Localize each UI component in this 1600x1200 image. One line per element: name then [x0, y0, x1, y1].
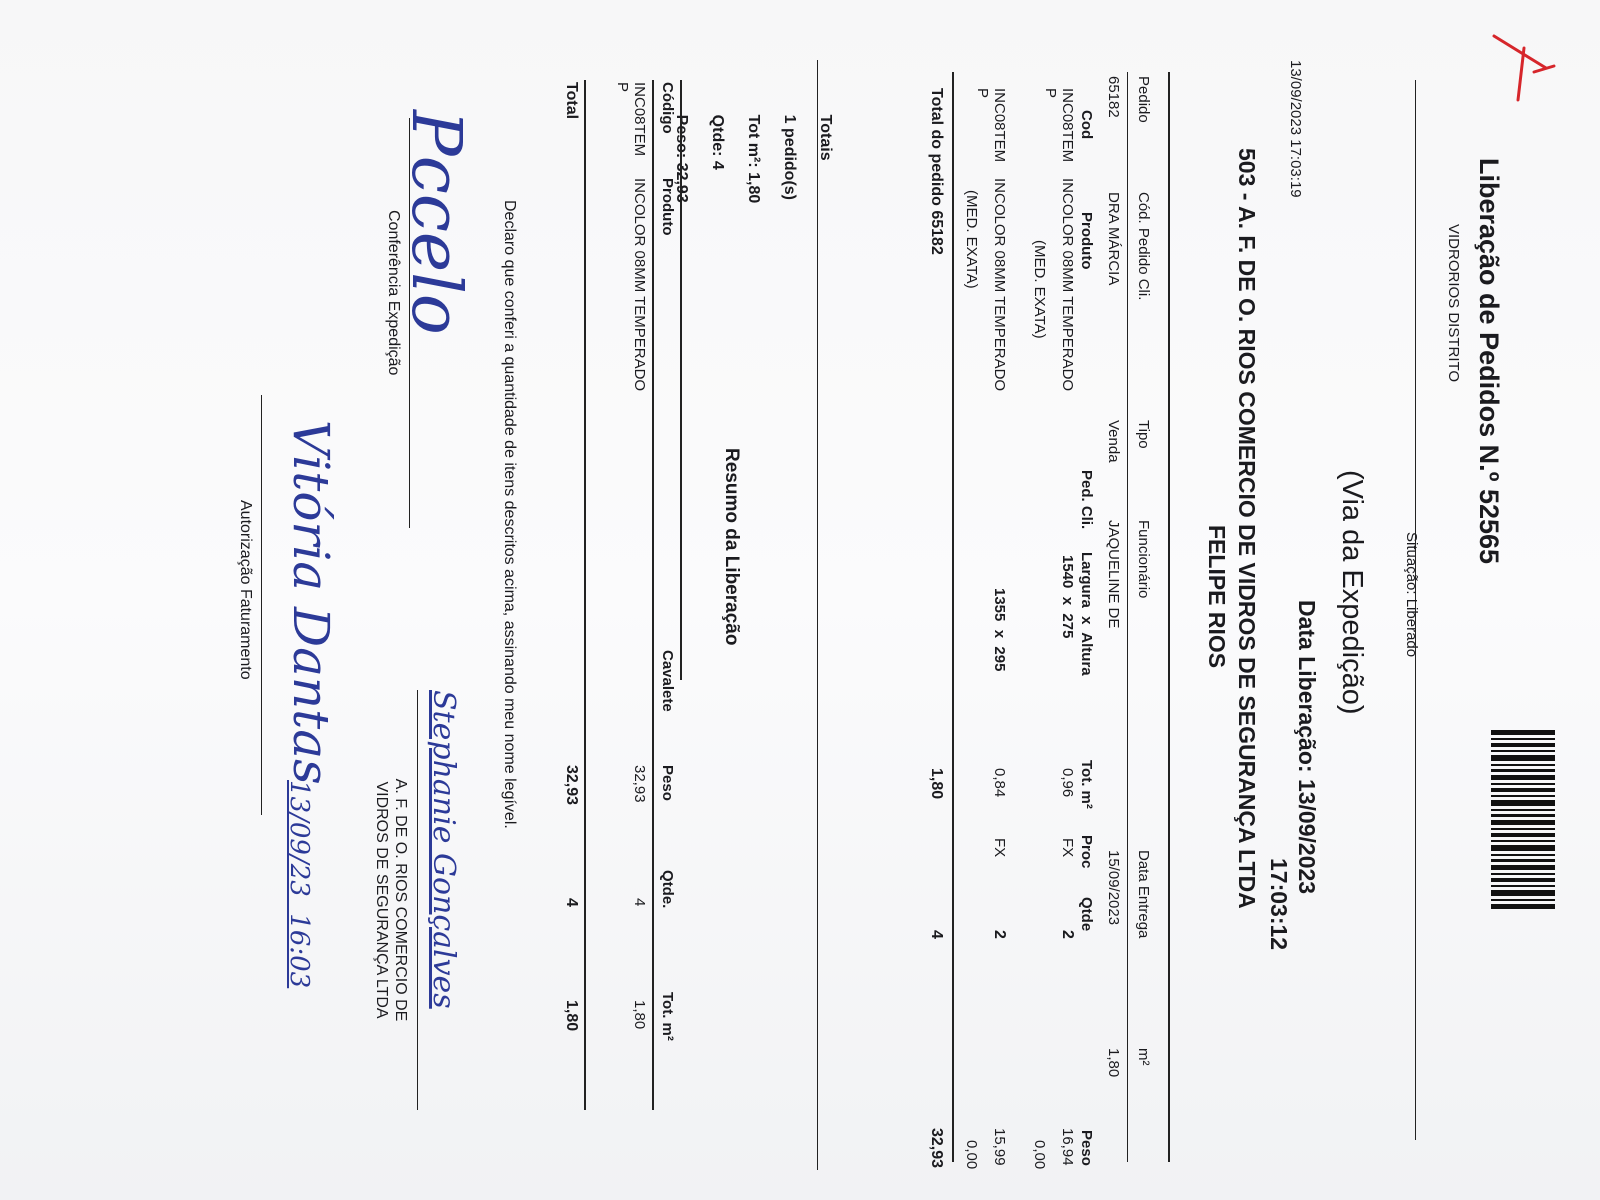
summary-row-code-line1: INC08TEM [631, 82, 648, 157]
order-total-m2: 1,80 [928, 768, 945, 800]
summary-title: Resumo da Liberação [721, 448, 742, 646]
item-1-cod [1042, 88, 1076, 162]
item-1-peso: 16,94 [1059, 1128, 1076, 1166]
document-title: Liberação de Pedidos N.º 52565 [1474, 158, 1504, 565]
client-signature-label [372, 735, 410, 1065]
summary-total-peso: 32,93 [563, 765, 580, 806]
conferencia-label: Conferência Expedição [385, 210, 402, 376]
faturamento-signature-line [261, 395, 262, 815]
item-col-peso: Peso [1078, 1130, 1095, 1166]
col-header-pedido: Pedido [1135, 76, 1152, 123]
status-text: Situação: Liberado [1403, 532, 1420, 658]
order-number: 65182 [1105, 76, 1122, 118]
item-2-cod [974, 88, 1008, 162]
summary-row-peso: 32,93 [631, 765, 648, 803]
conferencia-signature: Pccelo [396, 110, 475, 335]
order-m2: 1,80 [1105, 1048, 1122, 1078]
item-2-cod-line2: P [974, 88, 991, 99]
release-date-label: Data Liberação: [1294, 600, 1320, 773]
item-1-product-note: (MED. EXATA) [1031, 240, 1048, 339]
release-time: 17:03:12 [1266, 858, 1292, 951]
client-name: 503 - A. F. DE O. RIOS COMERCIO DE VIDROS DE SEGURANÇA LTDA [1234, 148, 1260, 909]
release-date: 13/09/2023 [1294, 778, 1320, 895]
summary-total-rule [584, 80, 586, 1110]
item-col-tot-m2: Tot. m² [1078, 760, 1095, 809]
item-col-dimensions: Largura x Altura [1078, 552, 1095, 676]
summary-total-tot-m2: 1,80 [563, 1000, 580, 1032]
summary-col-peso: Peso [659, 765, 676, 801]
item-2-peso: 15,99 [991, 1128, 1008, 1166]
item-col-proc: Proc [1078, 835, 1095, 869]
summary-row-tot-m2: 1,80 [631, 1000, 648, 1030]
client-label-line2: VIDROS DE SEGURANÇA LTDA [373, 781, 390, 1019]
item-col-produto: Produto [1078, 212, 1095, 270]
faturamento-date: 13/09/23 16:03 [284, 780, 314, 989]
col-header-m2: m² [1135, 1048, 1152, 1066]
client-label-line1: A. F. DE O. RIOS COMERCIO DE [392, 778, 409, 1022]
item-2-peso-extra: 0,00 [963, 1140, 980, 1170]
item-1-cod-line1: INC08TEM [1059, 88, 1076, 163]
totals-qtde: Qtde: 4 [709, 114, 726, 170]
item-1-product: INCOLOR 08MM TEMPERADO [1059, 178, 1076, 392]
order-total-label: Total do pedido 65182 [928, 88, 945, 255]
summary-total-qtde: 4 [563, 898, 580, 907]
item-2-proc: FX [991, 838, 1008, 858]
summary-col-produto: Produto [659, 178, 676, 236]
summary-col-qtde: Qtde. [659, 870, 676, 909]
col-header-tipo: Tipo [1135, 420, 1152, 449]
red-pen-mark [1484, 28, 1564, 108]
totals-m2: Tot m²: 1,80 [745, 114, 762, 204]
item-1-cod-line2: P [1042, 88, 1059, 99]
totals-label: Totais [817, 114, 834, 161]
company-name: VIDRORIOS DISTRITO [1445, 224, 1462, 383]
declaration-text: Declaro que conferi a quantidade de itens descritos acima, assinando meu nome legível. [501, 200, 518, 829]
order-total-rule [952, 72, 954, 1162]
client-signature-line [417, 690, 418, 1110]
summary-top-rule [680, 80, 682, 680]
summary-col-cavalete: Cavalete [659, 650, 676, 712]
item-1-proc: FX [1059, 838, 1076, 858]
totals-peso: Peso: 32,93 [673, 114, 690, 203]
item-col-cod: Cod [1078, 110, 1095, 140]
item-1-qtde: 2 [1059, 930, 1076, 939]
printed-timestamp: 13/09/2023 17:03:19 [1287, 60, 1304, 198]
order-type: Venda [1105, 420, 1122, 463]
item-2-cod-line1: INC08TEM [991, 88, 1008, 163]
release-date-line [1293, 600, 1320, 894]
item-1-tot-m2: 0,96 [1059, 768, 1076, 798]
table-header-rule [1127, 72, 1128, 1162]
col-header-data-entrega: Data Entrega [1135, 850, 1152, 939]
summary-col-codigo: Código [659, 82, 676, 134]
conferencia-signature-line [409, 118, 410, 528]
item-col-ped-cli: Ped. Cli. [1078, 470, 1095, 530]
col-header-funcionario: Funcionário [1135, 520, 1152, 599]
summary-row-code-line2: P [614, 82, 631, 93]
client-order-code: DRA MÁRCIA [1105, 192, 1122, 286]
item-2-tot-m2: 0,84 [991, 768, 1008, 798]
summary-row-product: INCOLOR 08MM TEMPERADO [631, 178, 648, 392]
item-2-product: INCOLOR 08MM TEMPERADO [991, 178, 1008, 392]
item-2-product-note: (MED. EXATA) [963, 190, 980, 289]
faturamento-signature: Vitória Dantas [282, 420, 340, 785]
barcode [1485, 730, 1555, 920]
item-1-dimensions: 1540 x 275 [1059, 555, 1076, 639]
totals-line [654, 88, 852, 203]
summary-total-label: Total [563, 82, 580, 120]
client-contact: FELIPE RIOS [1204, 525, 1230, 669]
delivery-date: 15/09/2023 [1105, 850, 1122, 926]
item-col-qtde: Qtde [1078, 897, 1095, 932]
summary-row-code [614, 82, 648, 156]
summary-row-qtde: 4 [631, 898, 648, 907]
via-label: (Via da Expedição) [1336, 470, 1368, 715]
item-2-dimensions: 1355 x 295 [991, 588, 1008, 672]
item-2-qtde: 2 [991, 930, 1008, 939]
header-rule [1415, 80, 1416, 1140]
employee: JAQUELINE DE [1105, 520, 1122, 629]
faturamento-label: Autorização Faturamento [237, 500, 254, 680]
client-signature: Stephanie Gonçalves [426, 690, 461, 1009]
totals-orders: 1 pedido(s) [781, 114, 798, 201]
table-top-rule [1168, 72, 1170, 1162]
summary-col-tot-m2: Tot. m² [659, 992, 676, 1041]
summary-header-rule [652, 80, 654, 1110]
section-rule [817, 60, 818, 1170]
order-total-qtde: 4 [928, 930, 945, 939]
col-header-cod-pedido-cli: Cód. Pedido Cli. [1135, 192, 1152, 301]
order-total-peso: 32,93 [928, 1128, 945, 1169]
item-1-peso-extra: 0,00 [1031, 1140, 1048, 1170]
